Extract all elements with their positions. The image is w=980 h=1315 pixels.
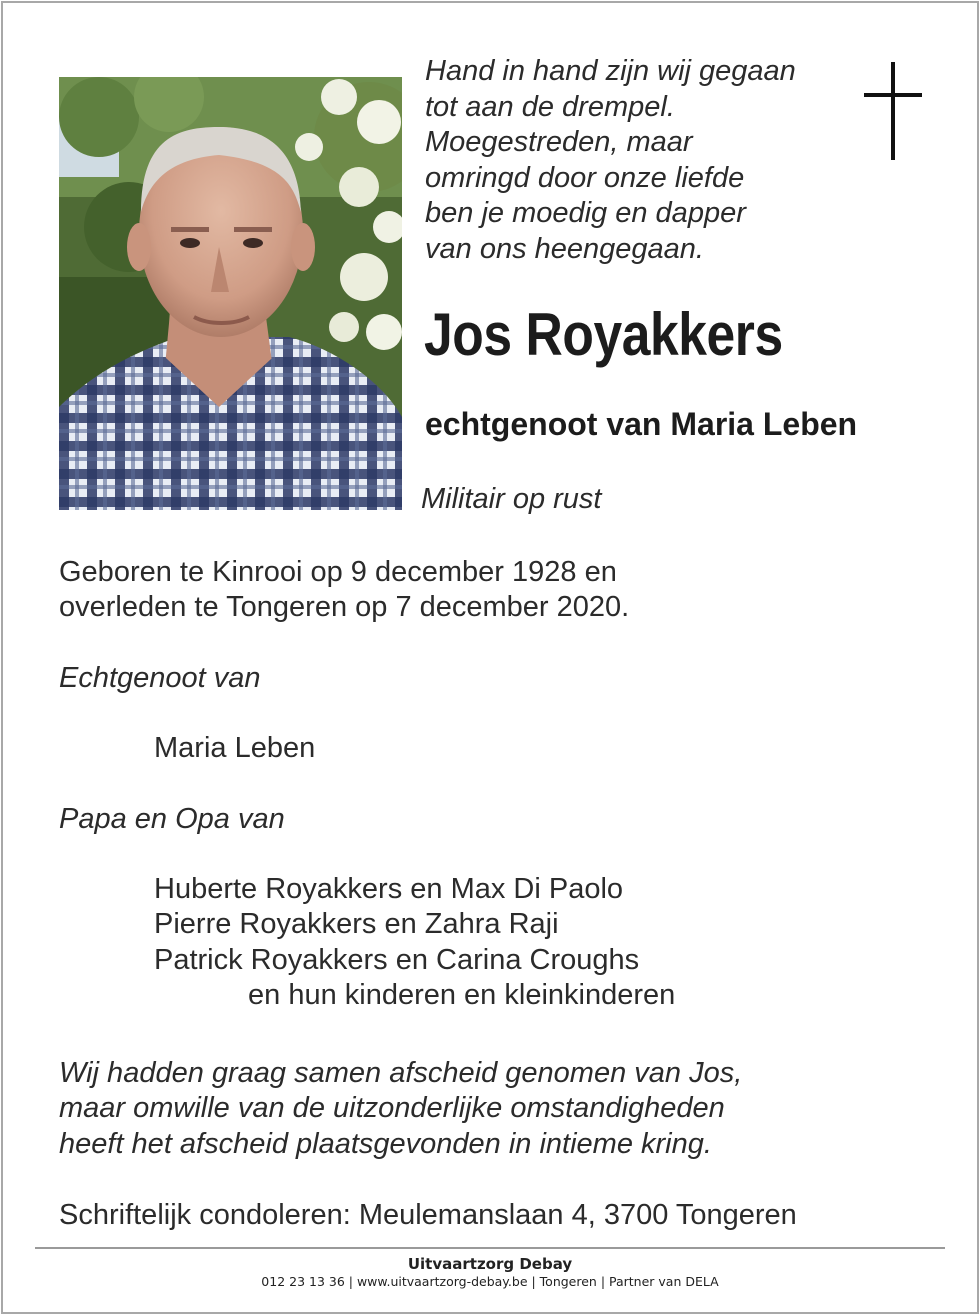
poem-line: ben je moedig en dapper: [425, 197, 746, 229]
birth-line: Geboren te Kinrooi op 9 december 1928 en: [59, 556, 617, 588]
spouse-heading: Echtgenoot van: [59, 662, 261, 694]
child-line: Pierre Royakkers en Zahra Raji: [154, 908, 559, 940]
farewell-line: maar omwille van de uitzonderlijke omstandigheden: [59, 1092, 725, 1124]
spouse-subtitle: echtgenoot van Maria Leben: [425, 406, 858, 442]
portrait-photo: [59, 77, 402, 510]
poem-line: Hand in hand zijn wij gegaan: [425, 55, 796, 87]
deceased-name: Jos Royakkers: [424, 301, 783, 368]
farewell-line: Wij hadden graag samen afscheid genomen van Jos,: [59, 1057, 743, 1089]
occupation: Militair op rust: [421, 483, 602, 515]
children-heading: Papa en Opa van: [59, 803, 285, 835]
footer-divider: [35, 1247, 945, 1249]
spouse-name: Maria Leben: [154, 732, 316, 764]
poem-line: tot aan de drempel.: [425, 90, 675, 123]
child-line: Huberte Royakkers en Max Di Paolo: [154, 873, 624, 905]
footer-contact-info: 012 23 13 36 | www.uitvaartzorg-debay.be | Tongeren | Partner van DELA: [261, 1274, 719, 1289]
condolences-address: Schriftelijk condoleren: Meulemanslaan 4, 3700 Tongeren: [59, 1199, 797, 1231]
poem: [425, 54, 845, 267]
grandchildren-line: en hun kinderen en kleinkinderen: [248, 979, 676, 1011]
child-line: Patrick Royakkers en Carina Croughs: [154, 944, 640, 976]
farewell-line: heeft het afscheid plaatsgevonden in intieme kring.: [59, 1128, 712, 1160]
cross-icon: [864, 62, 922, 160]
poem-line: van ons heengegaan.: [425, 232, 704, 265]
poem-line: omringd door onze liefde: [425, 161, 745, 194]
death-line: overleden te Tongeren op 7 december 2020.: [59, 591, 630, 623]
footer-company: Uitvaartzorg Debay: [407, 1255, 573, 1273]
poem-line: Moegestreden, maar: [425, 126, 693, 158]
